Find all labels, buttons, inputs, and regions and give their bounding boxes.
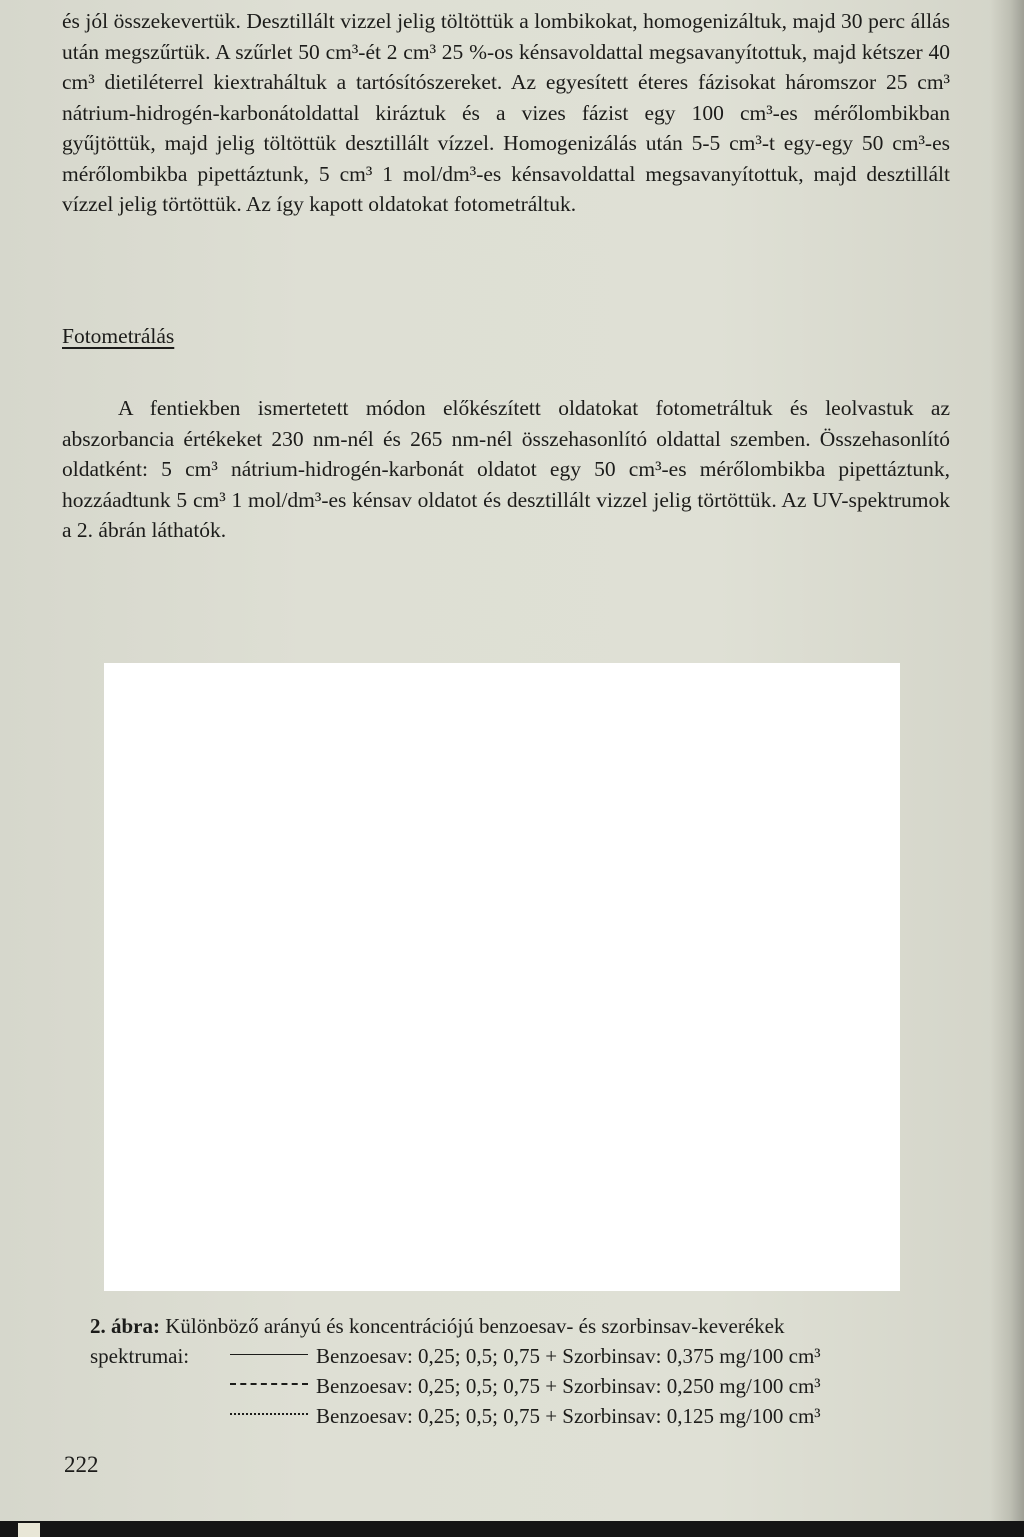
page-binding-shadow bbox=[990, 0, 1024, 1537]
legend-text: Benzoesav: 0,25; 0,5; 0,75 + Szorbinsav: 0,250 mg/100 cm³ bbox=[316, 1374, 821, 1398]
scan-edge-mark bbox=[18, 1523, 40, 1537]
caption-continuation: spektrumai: bbox=[90, 1344, 190, 1368]
body-paragraph-1: és jól összekevertük. Desztillált vizzel jelig töltöttük a lombikokat, homogenizáltuk, majd 30 perc állás után megszűrtük. A szűrlet 50 cm³-ét 2 cm³ 25 %-os kénsavoldattal megsavanyítottuk, majd kétszer 40 cm³ dietiléterrel kiextraháltuk a tartósítószereket. Az egyesített éteres fázisokat háromszor 25 cm³ nátrium-hidrogén-karbonátoldattal kiráztuk és a vizes fázist egy 100 cm³-es mérőlombikban gyűjtöttük, majd jelig töltöttük desztillált vízzel. Homogenizálás után 5-5 cm³-t egy-egy 50 cm³-es mérőlombikba pipettáztunk, 5 cm³ 1 mol/dm³-es kénsavoldattal megsavanyítottuk, majd desztillált vízzel jelig törtöttük. Az így kapott oldatokat fotometráltuk. bbox=[62, 9, 950, 216]
scan-bottom-edge bbox=[0, 1521, 1024, 1537]
legend-entry-dotted bbox=[90, 1401, 950, 1431]
legend-entry-dashed bbox=[90, 1371, 950, 1401]
dashed-line-swatch bbox=[230, 1383, 308, 1385]
figure-label: 2. ábra: bbox=[90, 1314, 160, 1338]
dotted-line-swatch bbox=[230, 1413, 308, 1415]
page-number: 222 bbox=[64, 1452, 99, 1477]
legend-text: Benzoesav: 0,25; 0,5; 0,75 + Szorbinsav: 0,125 mg/100 cm³ bbox=[316, 1404, 821, 1428]
caption-text: Különböző arányú és koncentrációjú benzoesav- és szorbinsav-keverékek bbox=[165, 1314, 785, 1338]
solid-line-swatch bbox=[230, 1354, 308, 1355]
body-paragraph-2: A fentiekben ismertetett módon előkészített oldatokat fotometráltuk és leolvastuk az abszorbancia értékeket 230 nm-nél és 265 nm-nél összehasonlító oldattal szemben. Összehasonlító oldatként: 5 cm³ nátrium-hidrogén-karbonát oldatot egy 50 cm³-es mérőlombikba pipettáztunk, hozzáadtunk 5 cm³ 1 mol/dm³-es kénsav oldatot és desztillált vizzel jelig törtöttük. Az UV-spektrumok a 2. ábrán láthatók. bbox=[62, 396, 950, 542]
legend-entry-solid bbox=[90, 1341, 950, 1371]
legend-text: Benzoesav: 0,25; 0,5; 0,75 + Szorbinsav: 0,375 mg/100 cm³ bbox=[316, 1344, 821, 1368]
figure-image-area bbox=[104, 663, 900, 1291]
figure-caption bbox=[90, 1311, 950, 1431]
section-heading: Fotometrálás bbox=[62, 324, 175, 348]
caption-line bbox=[90, 1311, 950, 1341]
